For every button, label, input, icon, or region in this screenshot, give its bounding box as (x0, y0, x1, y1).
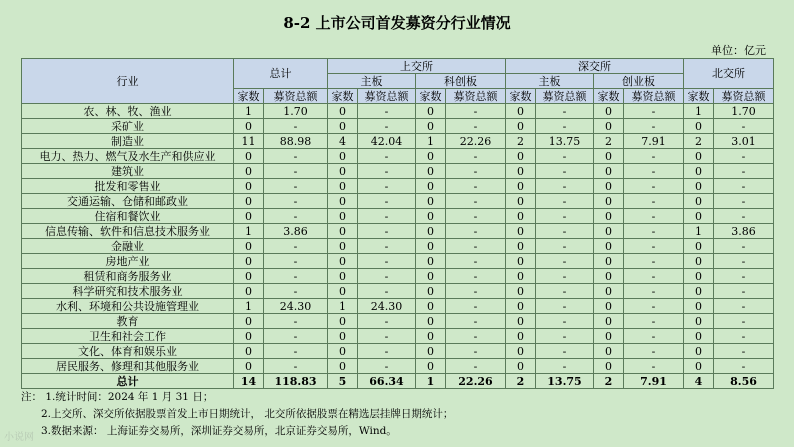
amount-cell: - (536, 284, 594, 299)
count-cell: 0 (506, 359, 536, 374)
count-cell: 0 (328, 119, 358, 134)
header-szse: 深交所 (506, 59, 684, 74)
amount-cell: 13.75 (536, 374, 594, 389)
amount-cell: 42.04 (358, 134, 416, 149)
count-cell: 0 (506, 104, 536, 119)
amount-cell: - (624, 284, 684, 299)
amount-cell: - (446, 194, 506, 209)
count-cell: 0 (594, 329, 624, 344)
amount-cell: - (446, 104, 506, 119)
industry-name: 总计 (22, 374, 234, 389)
count-cell: 0 (328, 104, 358, 119)
amount-cell: - (536, 119, 594, 134)
amount-cell: - (624, 194, 684, 209)
count-cell: 0 (328, 179, 358, 194)
count-cell: 0 (416, 269, 446, 284)
amount-cell: - (358, 239, 416, 254)
amount-cell: - (624, 164, 684, 179)
header-bse: 北交所 (684, 59, 774, 89)
amount-cell: - (446, 359, 506, 374)
unit-label: 单位：亿元 (711, 44, 766, 57)
count-cell: 0 (416, 314, 446, 329)
table-row (22, 299, 774, 314)
watermark: 小说网 (4, 432, 34, 443)
header-industry: 行业 (22, 59, 234, 104)
amount-cell: - (714, 164, 774, 179)
amount-cell: 22.26 (446, 374, 506, 389)
count-cell: 0 (416, 149, 446, 164)
count-cell: 0 (594, 179, 624, 194)
amount-cell: - (624, 329, 684, 344)
industry-name: 制造业 (22, 134, 234, 149)
amount-cell: - (624, 149, 684, 164)
amount-cell: - (264, 194, 328, 209)
amount-cell: 13.75 (536, 134, 594, 149)
amount-cell: - (446, 164, 506, 179)
count-cell: 0 (506, 209, 536, 224)
count-cell: 0 (506, 179, 536, 194)
count-cell: 0 (684, 314, 714, 329)
amount-cell: 8.56 (714, 374, 774, 389)
count-cell: 0 (328, 239, 358, 254)
amount-cell: - (714, 299, 774, 314)
industry-name: 科学研究和技术服务业 (22, 284, 234, 299)
header-amount: 募资总额 (536, 89, 594, 104)
amount-cell: 3.01 (714, 134, 774, 149)
amount-cell: - (358, 224, 416, 239)
amount-cell: - (536, 224, 594, 239)
count-cell: 11 (234, 134, 264, 149)
count-cell: 0 (594, 224, 624, 239)
count-cell: 0 (416, 359, 446, 374)
total-row (22, 374, 774, 389)
amount-cell: - (446, 284, 506, 299)
amount-cell: - (358, 194, 416, 209)
amount-cell: - (714, 344, 774, 359)
amount-cell: - (714, 239, 774, 254)
amount-cell: - (536, 269, 594, 284)
header-total: 总计 (234, 59, 328, 89)
industry-name: 住宿和餐饮业 (22, 209, 234, 224)
count-cell: 0 (328, 329, 358, 344)
count-cell: 2 (684, 134, 714, 149)
amount-cell: 7.91 (624, 134, 684, 149)
amount-cell: - (714, 149, 774, 164)
count-cell: 0 (416, 104, 446, 119)
amount-cell: 7.91 (624, 374, 684, 389)
count-cell: 0 (506, 239, 536, 254)
table-row (22, 254, 774, 269)
count-cell: 0 (234, 194, 264, 209)
table-row (22, 359, 774, 374)
count-cell: 0 (594, 149, 624, 164)
count-cell: 0 (506, 329, 536, 344)
count-cell: 0 (684, 239, 714, 254)
count-cell: 0 (594, 284, 624, 299)
page-title: 8-2 上市公司首发募资分行业情况 (283, 14, 511, 32)
count-cell: 0 (594, 314, 624, 329)
amount-cell: - (624, 299, 684, 314)
industry-name: 房地产业 (22, 254, 234, 269)
count-cell: 0 (684, 344, 714, 359)
amount-cell: - (714, 194, 774, 209)
amount-cell: - (264, 284, 328, 299)
count-cell: 0 (506, 269, 536, 284)
count-cell: 0 (506, 314, 536, 329)
count-cell: 1 (234, 299, 264, 314)
amount-cell: - (446, 299, 506, 314)
amount-cell: - (446, 329, 506, 344)
amount-cell: - (446, 239, 506, 254)
count-cell: 0 (416, 194, 446, 209)
amount-cell: - (358, 164, 416, 179)
amount-cell: - (358, 119, 416, 134)
table-row (22, 284, 774, 299)
amount-cell: - (536, 359, 594, 374)
amount-cell: 1.70 (264, 104, 328, 119)
header-amount: 募资总额 (264, 89, 328, 104)
count-cell: 0 (234, 269, 264, 284)
amount-cell: - (714, 119, 774, 134)
amount-cell: - (624, 269, 684, 284)
count-cell: 0 (594, 239, 624, 254)
count-cell: 0 (234, 329, 264, 344)
count-cell: 0 (234, 284, 264, 299)
amount-cell: - (446, 119, 506, 134)
count-cell: 1 (684, 224, 714, 239)
amount-cell: - (264, 149, 328, 164)
count-cell: 0 (328, 344, 358, 359)
count-cell: 0 (328, 314, 358, 329)
table-row (22, 104, 774, 119)
amount-cell: - (536, 329, 594, 344)
amount-cell: - (714, 269, 774, 284)
amount-cell: - (446, 149, 506, 164)
amount-cell: - (358, 179, 416, 194)
count-cell: 5 (328, 374, 358, 389)
count-cell: 4 (684, 374, 714, 389)
amount-cell: - (264, 344, 328, 359)
count-cell: 0 (506, 254, 536, 269)
table-row (22, 119, 774, 134)
count-cell: 1 (328, 299, 358, 314)
count-cell: 2 (506, 374, 536, 389)
count-cell: 0 (506, 164, 536, 179)
note-2: 2.上交所、深交所依据股票首发上市日期统计， 北交所依据股票在精选层挂牌日期统计； (41, 408, 454, 420)
table-row (22, 344, 774, 359)
amount-cell: - (536, 104, 594, 119)
amount-cell: - (624, 104, 684, 119)
count-cell: 0 (234, 149, 264, 164)
count-cell: 0 (328, 284, 358, 299)
count-cell: 0 (506, 149, 536, 164)
count-cell: 0 (416, 284, 446, 299)
count-cell: 0 (684, 269, 714, 284)
table-row (22, 239, 774, 254)
header-count: 家数 (328, 89, 358, 104)
amount-cell: - (536, 314, 594, 329)
count-cell: 2 (594, 374, 624, 389)
amount-cell: - (624, 239, 684, 254)
count-cell: 0 (328, 254, 358, 269)
amount-cell: 1.70 (714, 104, 774, 119)
count-cell: 0 (594, 209, 624, 224)
amount-cell: - (536, 239, 594, 254)
amount-cell: 3.86 (264, 224, 328, 239)
amount-cell: 3.86 (714, 224, 774, 239)
amount-cell: 118.83 (264, 374, 328, 389)
count-cell: 0 (684, 119, 714, 134)
amount-cell: 24.30 (264, 299, 328, 314)
count-cell: 0 (684, 284, 714, 299)
count-cell: 0 (416, 329, 446, 344)
header-count: 家数 (506, 89, 536, 104)
amount-cell: - (624, 344, 684, 359)
table-row (22, 179, 774, 194)
count-cell: 0 (594, 119, 624, 134)
amount-cell: - (624, 179, 684, 194)
table-row (22, 209, 774, 224)
count-cell: 1 (234, 224, 264, 239)
amount-cell: - (264, 179, 328, 194)
amount-cell: - (714, 329, 774, 344)
header-szse-main: 主板 (506, 74, 594, 89)
count-cell: 0 (506, 224, 536, 239)
ipo-industry-table (21, 58, 774, 389)
amount-cell: - (536, 194, 594, 209)
amount-cell: - (358, 359, 416, 374)
industry-name: 教育 (22, 314, 234, 329)
count-cell: 0 (684, 209, 714, 224)
amount-cell: - (536, 344, 594, 359)
table-row (22, 314, 774, 329)
header-sse-main: 主板 (328, 74, 416, 89)
count-cell: 0 (684, 299, 714, 314)
industry-name: 文化、体育和娱乐业 (22, 344, 234, 359)
amount-cell: - (358, 284, 416, 299)
header-amount: 募资总额 (446, 89, 506, 104)
header-szse-chinext: 创业板 (594, 74, 684, 89)
table-row (22, 224, 774, 239)
count-cell: 0 (684, 254, 714, 269)
count-cell: 0 (506, 344, 536, 359)
count-cell: 0 (328, 224, 358, 239)
count-cell: 1 (684, 104, 714, 119)
industry-name: 交通运输、仓储和邮政业 (22, 194, 234, 209)
amount-cell: 24.30 (358, 299, 416, 314)
count-cell: 0 (416, 179, 446, 194)
count-cell: 0 (416, 119, 446, 134)
count-cell: 0 (684, 329, 714, 344)
notes (21, 389, 453, 440)
amount-cell: - (446, 179, 506, 194)
amount-cell: - (264, 359, 328, 374)
industry-name: 租赁和商务服务业 (22, 269, 234, 284)
amount-cell: - (264, 119, 328, 134)
amount-cell: - (264, 164, 328, 179)
amount-cell: - (624, 224, 684, 239)
amount-cell: - (714, 209, 774, 224)
count-cell: 0 (328, 359, 358, 374)
amount-cell: - (358, 254, 416, 269)
amount-cell: - (358, 104, 416, 119)
count-cell: 14 (234, 374, 264, 389)
amount-cell: - (624, 209, 684, 224)
table-header (22, 59, 774, 104)
industry-name: 卫生和社会工作 (22, 329, 234, 344)
count-cell: 0 (328, 149, 358, 164)
count-cell: 0 (506, 119, 536, 134)
count-cell: 0 (594, 269, 624, 284)
count-cell: 1 (416, 374, 446, 389)
header-sse-star: 科创板 (416, 74, 506, 89)
amount-cell: - (536, 164, 594, 179)
amount-cell: - (714, 359, 774, 374)
note-label: 注： (21, 391, 42, 403)
count-cell: 0 (234, 239, 264, 254)
amount-cell: - (358, 209, 416, 224)
count-cell: 0 (234, 359, 264, 374)
amount-cell: - (264, 254, 328, 269)
note-1 (21, 389, 453, 406)
count-cell: 0 (328, 194, 358, 209)
count-cell: 0 (506, 284, 536, 299)
count-cell: 0 (328, 209, 358, 224)
header-amount: 募资总额 (624, 89, 684, 104)
count-cell: 0 (234, 164, 264, 179)
count-cell: 0 (234, 254, 264, 269)
count-cell: 0 (684, 164, 714, 179)
count-cell: 0 (684, 194, 714, 209)
count-cell: 0 (328, 164, 358, 179)
amount-cell: - (536, 209, 594, 224)
table-row (22, 164, 774, 179)
industry-name: 农、林、牧、渔业 (22, 104, 234, 119)
industry-name: 居民服务、修理和其他服务业 (22, 359, 234, 374)
count-cell: 0 (594, 359, 624, 374)
count-cell: 0 (594, 164, 624, 179)
amount-cell: - (264, 209, 328, 224)
count-cell: 0 (416, 224, 446, 239)
amount-cell: - (714, 254, 774, 269)
table-row (22, 194, 774, 209)
industry-name: 水利、环境和公共设施管理业 (22, 299, 234, 314)
count-cell: 0 (416, 254, 446, 269)
amount-cell: 88.98 (264, 134, 328, 149)
amount-cell: 22.26 (446, 134, 506, 149)
amount-cell: - (536, 179, 594, 194)
header-amount: 募资总额 (714, 89, 774, 104)
amount-cell: - (358, 329, 416, 344)
amount-cell: 66.34 (358, 374, 416, 389)
industry-name: 批发和零售业 (22, 179, 234, 194)
count-cell: 0 (234, 209, 264, 224)
count-cell: 0 (234, 119, 264, 134)
note-1-text: 1.统计时间：2024 年 1 月 31 日； (45, 391, 214, 403)
header-count: 家数 (234, 89, 264, 104)
amount-cell: - (446, 314, 506, 329)
header-count: 家数 (684, 89, 714, 104)
table-row (22, 329, 774, 344)
amount-cell: - (624, 314, 684, 329)
count-cell: 1 (234, 104, 264, 119)
table-row (22, 149, 774, 164)
amount-cell: - (714, 284, 774, 299)
amount-cell: - (358, 344, 416, 359)
industry-name: 建筑业 (22, 164, 234, 179)
note-3: 3.数据来源： 上海证券交易所，深圳证券交易所，北京证券交易所，Wind。 (41, 425, 397, 437)
amount-cell: - (264, 239, 328, 254)
amount-cell: - (264, 329, 328, 344)
amount-cell: - (264, 314, 328, 329)
header-amount: 募资总额 (358, 89, 416, 104)
count-cell: 0 (416, 209, 446, 224)
header-count: 家数 (416, 89, 446, 104)
amount-cell: - (624, 359, 684, 374)
count-cell: 2 (506, 134, 536, 149)
count-cell: 0 (594, 194, 624, 209)
amount-cell: - (358, 149, 416, 164)
industry-name: 信息传输、软件和信息技术服务业 (22, 224, 234, 239)
amount-cell: - (446, 209, 506, 224)
amount-cell: - (536, 254, 594, 269)
amount-cell: - (446, 254, 506, 269)
table-row (22, 269, 774, 284)
amount-cell: - (358, 269, 416, 284)
count-cell: 0 (416, 344, 446, 359)
count-cell: 0 (416, 299, 446, 314)
count-cell: 0 (328, 269, 358, 284)
industry-name: 金融业 (22, 239, 234, 254)
count-cell: 0 (506, 299, 536, 314)
industry-name: 采矿业 (22, 119, 234, 134)
count-cell: 2 (594, 134, 624, 149)
count-cell: 0 (594, 104, 624, 119)
header-count: 家数 (594, 89, 624, 104)
amount-cell: - (358, 314, 416, 329)
count-cell: 0 (234, 179, 264, 194)
count-cell: 0 (234, 314, 264, 329)
table-row (22, 134, 774, 149)
count-cell: 1 (416, 134, 446, 149)
amount-cell: - (446, 344, 506, 359)
amount-cell: - (714, 179, 774, 194)
count-cell: 0 (684, 149, 714, 164)
count-cell: 0 (684, 359, 714, 374)
amount-cell: - (446, 269, 506, 284)
amount-cell: - (264, 269, 328, 284)
count-cell: 0 (594, 344, 624, 359)
amount-cell: - (714, 314, 774, 329)
industry-name: 电力、热力、燃气及水生产和供应业 (22, 149, 234, 164)
count-cell: 0 (416, 239, 446, 254)
count-cell: 0 (684, 179, 714, 194)
count-cell: 0 (234, 344, 264, 359)
count-cell: 4 (328, 134, 358, 149)
amount-cell: - (624, 119, 684, 134)
header-sse: 上交所 (328, 59, 506, 74)
count-cell: 0 (506, 194, 536, 209)
count-cell: 0 (416, 164, 446, 179)
count-cell: 0 (594, 299, 624, 314)
count-cell: 0 (594, 254, 624, 269)
amount-cell: - (536, 149, 594, 164)
amount-cell: - (536, 299, 594, 314)
amount-cell: - (624, 254, 684, 269)
amount-cell: - (446, 224, 506, 239)
table-body (22, 104, 774, 389)
